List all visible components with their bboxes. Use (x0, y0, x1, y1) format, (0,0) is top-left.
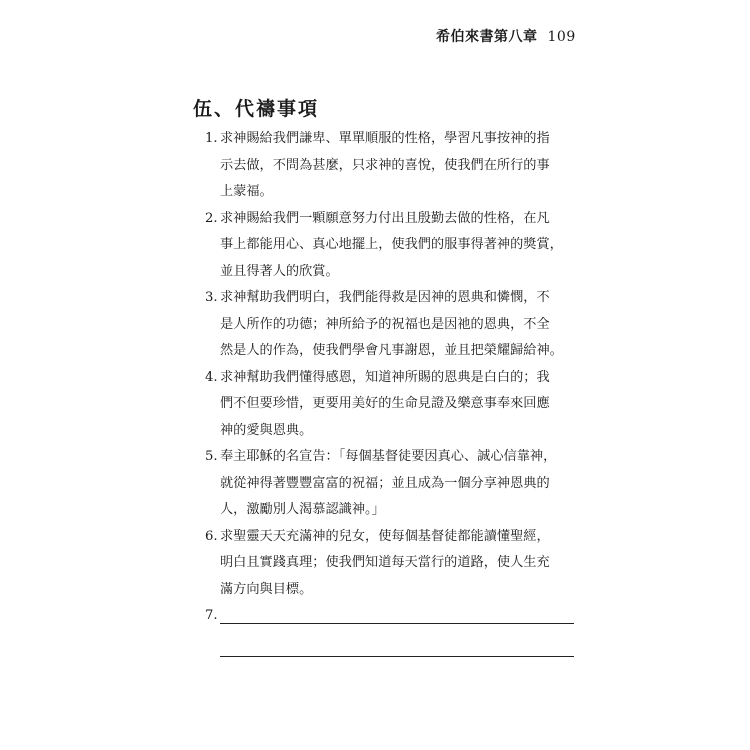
item-line: 是人所作的功德；神所給予的祝福也是因祂的恩典，不全 (220, 316, 550, 332)
item-line: 人，激勵別人渴慕認識神。」 (220, 502, 385, 517)
list-item (205, 524, 585, 604)
list-item (205, 206, 585, 286)
prayer-items-list (205, 126, 585, 603)
write-in-line (220, 623, 574, 624)
item-line: 就從神得著豐豐富富的祝福；並且成為一個分享神恩典的 (220, 475, 550, 491)
item-line: 滿方向與目標。 (220, 581, 313, 597)
chapter-title: 希伯來書第八章 (436, 29, 538, 45)
item-number: 3. (205, 290, 218, 305)
item-number: 2. (205, 210, 218, 226)
list-item (205, 444, 585, 524)
list-item (205, 285, 585, 365)
item-number: 5. (205, 449, 218, 464)
item-line: 求聖靈天天充滿神的兒女，使每個基督徒都能讀懂聖經， (220, 528, 550, 544)
item-line: 求神賜給我們一顆願意努力付出且殷勤去做的性格，在凡 (220, 210, 550, 226)
item-line: 奉主耶穌的名宣告：「每個基督徒要因真心、誠心信靠神， (220, 449, 557, 464)
item-line: 求神幫助我們懂得感恩，知道神所賜的恩典是白白的；我 (220, 369, 550, 385)
item-line: 求神幫助我們明白，我們能得救是因神的恩典和憐憫，不 (220, 290, 550, 305)
item-line: 示去做，不問為甚麼，只求神的喜悅，使我們在所行的事 (220, 157, 550, 173)
page-number: 109 (547, 29, 576, 45)
write-in-line (220, 656, 574, 657)
running-header (436, 26, 576, 46)
item-number: 7. (205, 608, 218, 623)
list-item (205, 365, 585, 445)
item-line: 並且得著人的欣賞。 (220, 263, 339, 279)
item-line: 們不但要珍惜，更要用美好的生命見證及樂意事奉來回應 (220, 396, 550, 411)
list-item (205, 126, 585, 206)
item-line: 上蒙福。 (220, 184, 273, 199)
item-number: 6. (205, 528, 218, 544)
item-line: 然是人的作為，使我們學會凡事謝恩，並且把榮耀歸給神。 (220, 343, 563, 358)
item-line: 神的愛與恩典。 (220, 422, 313, 438)
section-heading: 伍、代禱事項 (193, 98, 320, 120)
item-line: 明白且實踐真理；使我們知道每天當行的道路，使人生充 (220, 555, 550, 570)
item-number: 4. (205, 369, 218, 385)
item-line: 求神賜給我們謙卑、單單順服的性格，學習凡事按神的指 (220, 131, 550, 146)
item-line: 事上都能用心、真心地擺上，使我們的服事得著神的獎賞， (220, 237, 563, 252)
item-number: 1. (205, 131, 218, 146)
